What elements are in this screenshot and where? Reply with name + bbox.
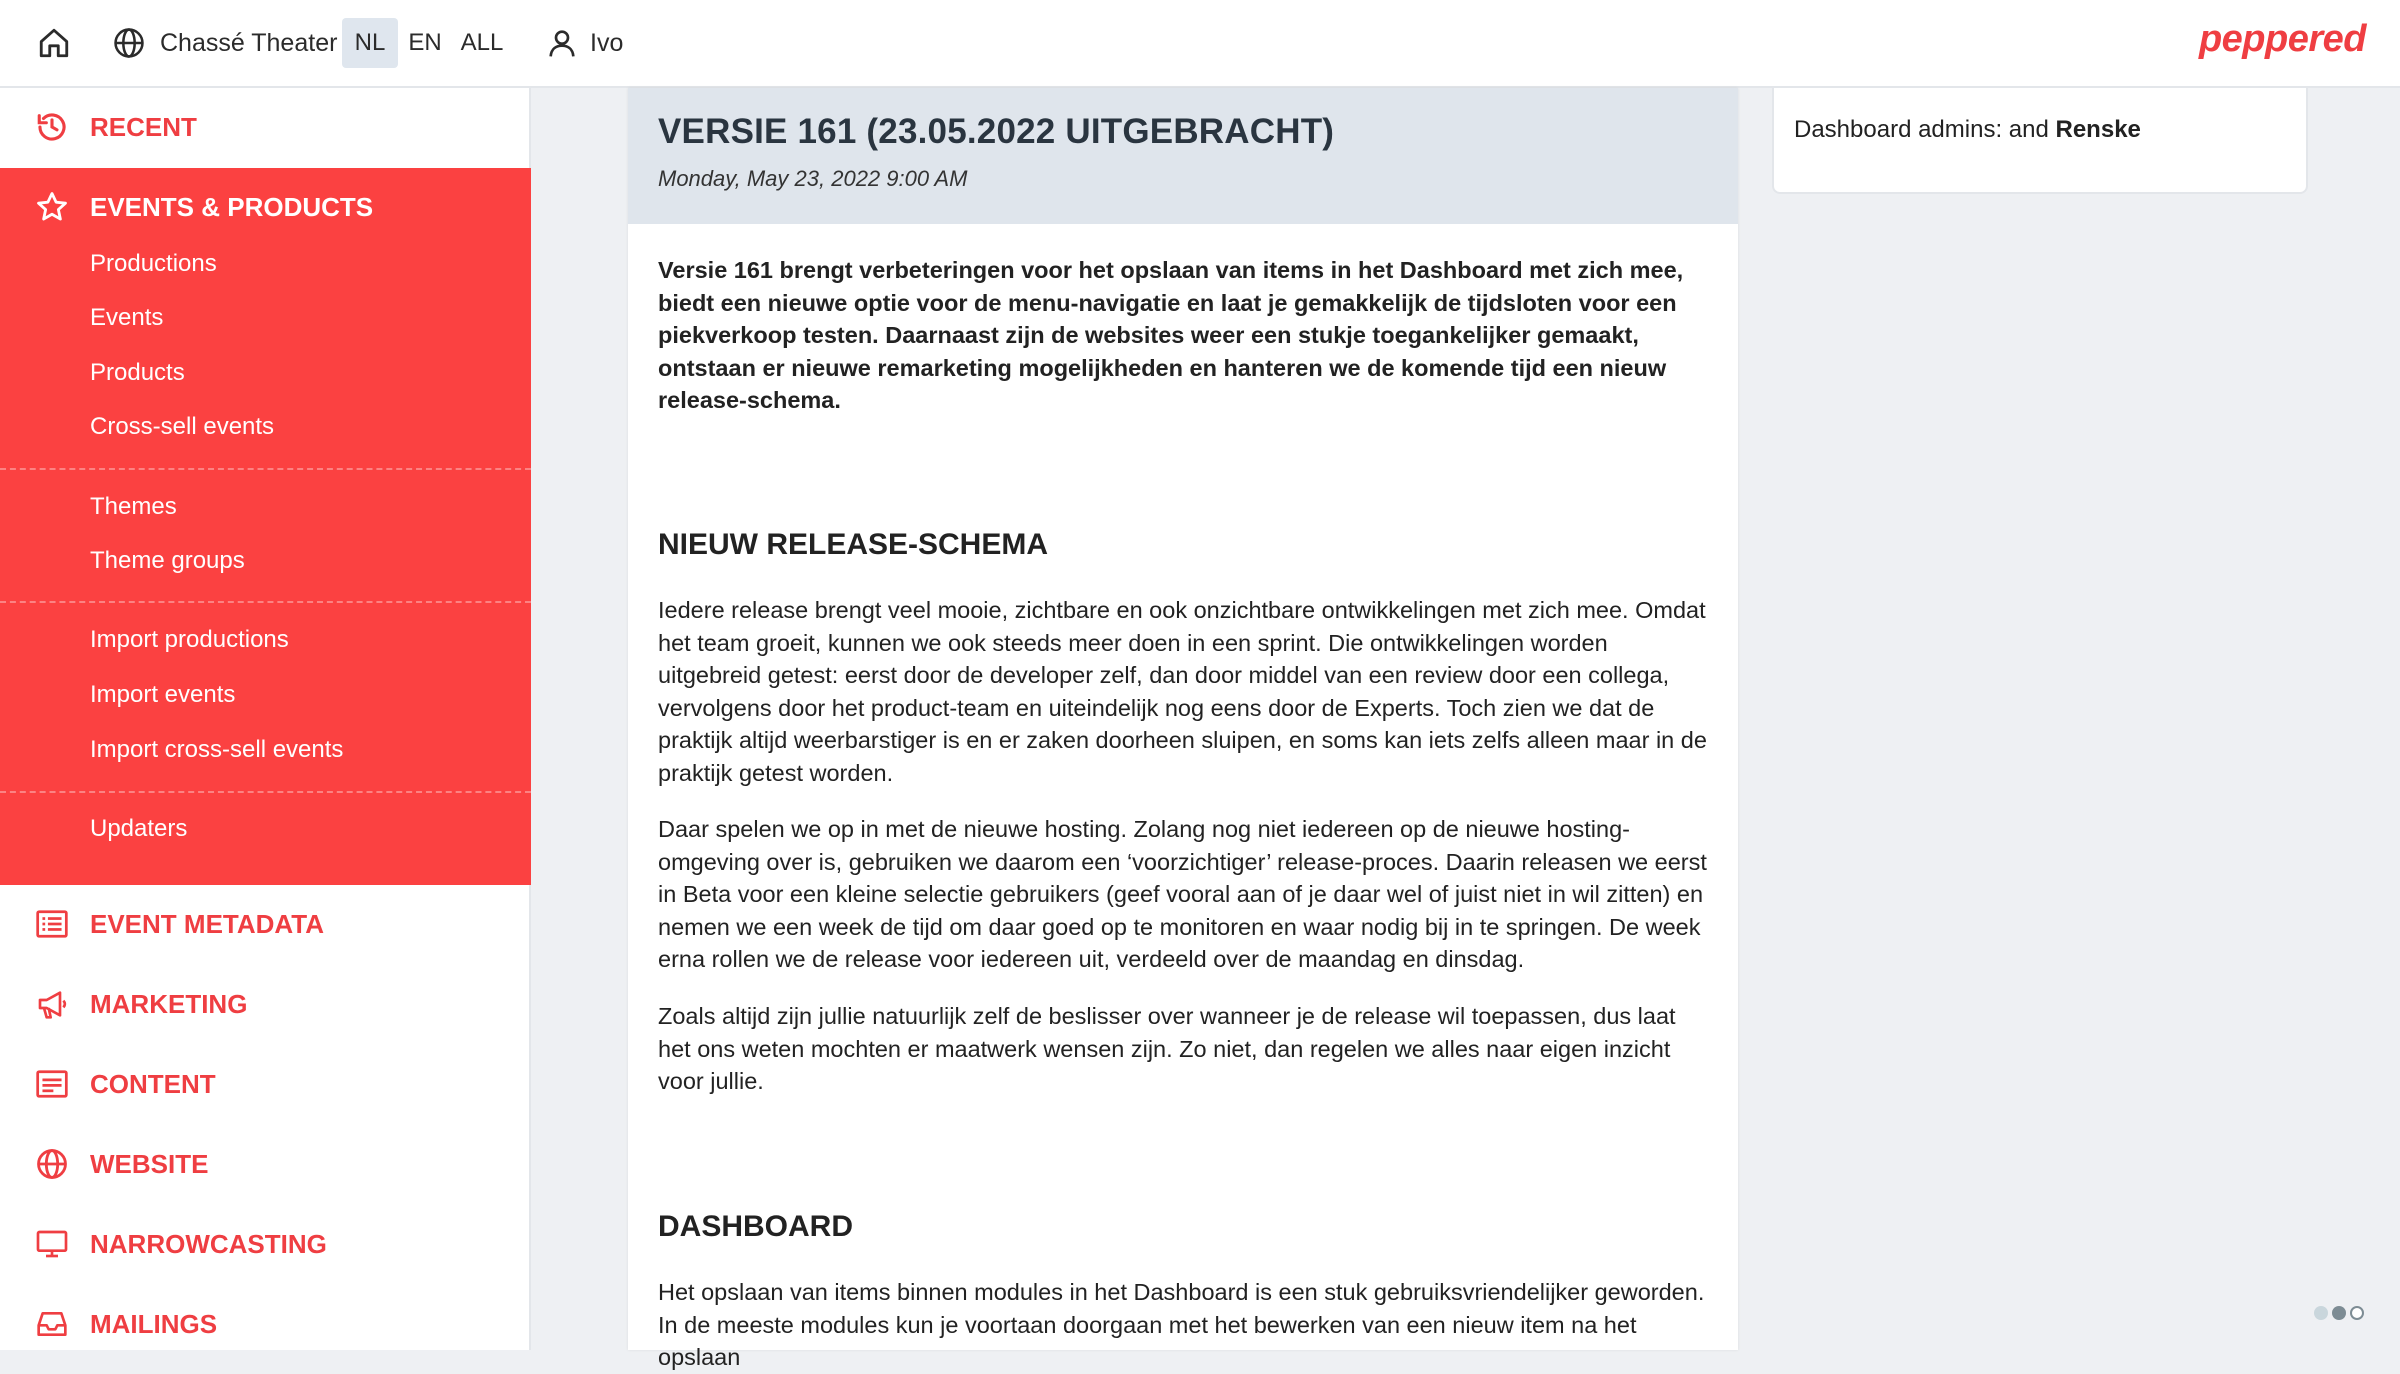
sidebar-item-cross-sell-events[interactable]: Cross-sell events <box>90 413 275 440</box>
language-en[interactable]: EN <box>408 29 442 56</box>
venue-selector[interactable] <box>112 0 337 86</box>
nav-event-metadata-label: EVENT METADATA <box>90 908 324 939</box>
nav-mailings-label: MAILINGS <box>90 1308 218 1339</box>
release-header <box>628 88 1738 224</box>
admins-text <box>1794 116 2141 144</box>
nav-marketing-label: MARKETING <box>90 988 248 1019</box>
top-bar <box>0 0 2400 88</box>
user-name: Ivo <box>590 28 624 57</box>
nav-events-products[interactable] <box>0 168 531 246</box>
sidebar-item-import-productions[interactable]: Import productions <box>90 626 289 653</box>
release-date: Monday, May 23, 2022 9:00 AM <box>658 166 968 191</box>
content-icon <box>34 1067 70 1101</box>
divider <box>0 601 531 603</box>
paragraph: Daar spelen we op in met de nieuwe hosting. Zolang nog niet iedereen op de nieuwe hosting-omgeving over is, gebruiken we daarom een ‘voorzichtiger’ release-proces. Daarin releasen we eerst in Beta voor een kleine selectie gebruikers (geef vooral aan of je daar wel of juist niet in wil zitten) en nemen we een week de tijd om daar goed op te monitoren en waar nodig bij in te springen. De week erna rollen we de release voor iedereen uit, verdeeld over de maandag en dinsdag. <box>658 816 1707 972</box>
nav-content-label: CONTENT <box>90 1068 216 1099</box>
megaphone-icon <box>34 987 70 1021</box>
globe-icon <box>112 26 146 60</box>
brand-logo[interactable]: peppered <box>2198 18 2366 60</box>
list-icon <box>34 907 70 941</box>
section-heading-dashboard: DASHBOARD <box>658 1210 853 1243</box>
nav-content[interactable] <box>0 1045 531 1123</box>
sidebar-item-updaters[interactable]: Updaters <box>90 815 188 842</box>
inbox-icon <box>34 1307 70 1341</box>
admins-label: Dashboard admins: and <box>1794 116 2049 143</box>
events-products-section <box>0 168 531 885</box>
nav-recent[interactable] <box>0 88 531 166</box>
nav-recent-label: RECENT <box>90 111 197 142</box>
admins-panel <box>1772 88 2308 194</box>
star-icon <box>34 190 70 224</box>
sidebar-item-themes[interactable]: Themes <box>90 493 177 520</box>
home-icon <box>37 26 71 60</box>
dot-indicator <box>2350 1306 2364 1320</box>
sidebar-item-import-cross-sell-events[interactable]: Import cross-sell events <box>90 736 344 763</box>
admin-name: Renske <box>2055 116 2141 143</box>
paragraph: Iedere release brengt veel mooie, zichtbare en ook onzichtbare ontwikkelingen met zich mee. Omdat het team groeit, kunnen we ook steeds meer doen in een sprint. Die ontwikkelingen worden uitgebreid getest: eerst door de developer zelf, dan door middel van een review door een collega, vervolgens door het product-team en uiteindelijk nog eens door de Experts. Toch zien we dat de praktijk altijd weerbarstiger is en er zaken doorheen sluipen, en soms kan iets zelfs alleen maar in de praktijk getest worden. <box>658 597 1707 786</box>
user-icon <box>546 27 578 59</box>
nav-events-products-label: EVENTS & PRODUCTS <box>90 191 374 222</box>
sidebar <box>0 88 531 1350</box>
divider <box>0 791 531 793</box>
sidebar-item-events[interactable]: Events <box>90 304 164 331</box>
language-nl[interactable]: NL <box>342 18 398 68</box>
user-menu[interactable] <box>546 0 623 86</box>
nav-website[interactable] <box>0 1125 531 1203</box>
nav-narrowcasting[interactable] <box>0 1205 531 1283</box>
release-notes-card <box>628 88 1738 1370</box>
nav-website-label: WEBSITE <box>90 1148 209 1179</box>
sidebar-item-theme-groups[interactable]: Theme groups <box>90 547 245 574</box>
monitor-icon <box>34 1227 70 1261</box>
globe-icon <box>34 1147 70 1181</box>
home-button[interactable] <box>32 0 76 86</box>
page-title: VERSIE 161 (23.05.2022 UITGEBRACHT) <box>658 112 1335 151</box>
nav-narrowcasting-label: NARROWCASTING <box>90 1228 327 1259</box>
pagination-dots[interactable] <box>2314 1306 2364 1320</box>
sidebar-item-productions[interactable]: Productions <box>90 250 217 277</box>
section-heading-release-schema: NIEUW RELEASE-SCHEMA <box>658 528 1049 561</box>
nav-event-metadata[interactable] <box>0 885 531 963</box>
venue-name: Chassé Theater <box>160 28 338 57</box>
dot-indicator <box>2314 1306 2328 1320</box>
sidebar-item-products[interactable]: Products <box>90 359 185 386</box>
paragraph: Het opslaan van items binnen modules in het Dashboard is een stuk gebruiksvriendelijker geworden. In de meeste modules kun je voortaan doorgaan met het bewerken van een nieuw item na het opslaan <box>658 1279 1705 1370</box>
dot-indicator-active <box>2332 1306 2346 1320</box>
paragraph: Zoals altijd zijn jullie natuurlijk zelf de beslisser over wanneer je de release wil toepassen, dus laat het ons weten mochten er maatwerk wensen zijn. Zo niet, dan regelen we alles naar eigen inzicht voor jullie. <box>658 1003 1676 1094</box>
divider <box>0 468 531 470</box>
nav-mailings[interactable] <box>0 1285 531 1363</box>
release-intro: Versie 161 brengt verbeteringen voor het opslaan van items in het Dashboard met zich mee, biedt een nieuwe optie voor de menu-navigatie en laat je gemakkelijk de tijdsloten voor een piekverkoop testen. Daarnaast zijn de websites weer een stukje toegankelijker gemaakt, ontstaan er nieuwe remarketing mogelijkheden en hanteren we de komende tijd een nieuw release-schema. <box>658 257 1684 413</box>
nav-marketing[interactable] <box>0 965 531 1043</box>
history-icon <box>34 110 70 144</box>
language-all[interactable]: ALL <box>460 29 504 56</box>
sidebar-item-import-events[interactable]: Import events <box>90 681 236 708</box>
